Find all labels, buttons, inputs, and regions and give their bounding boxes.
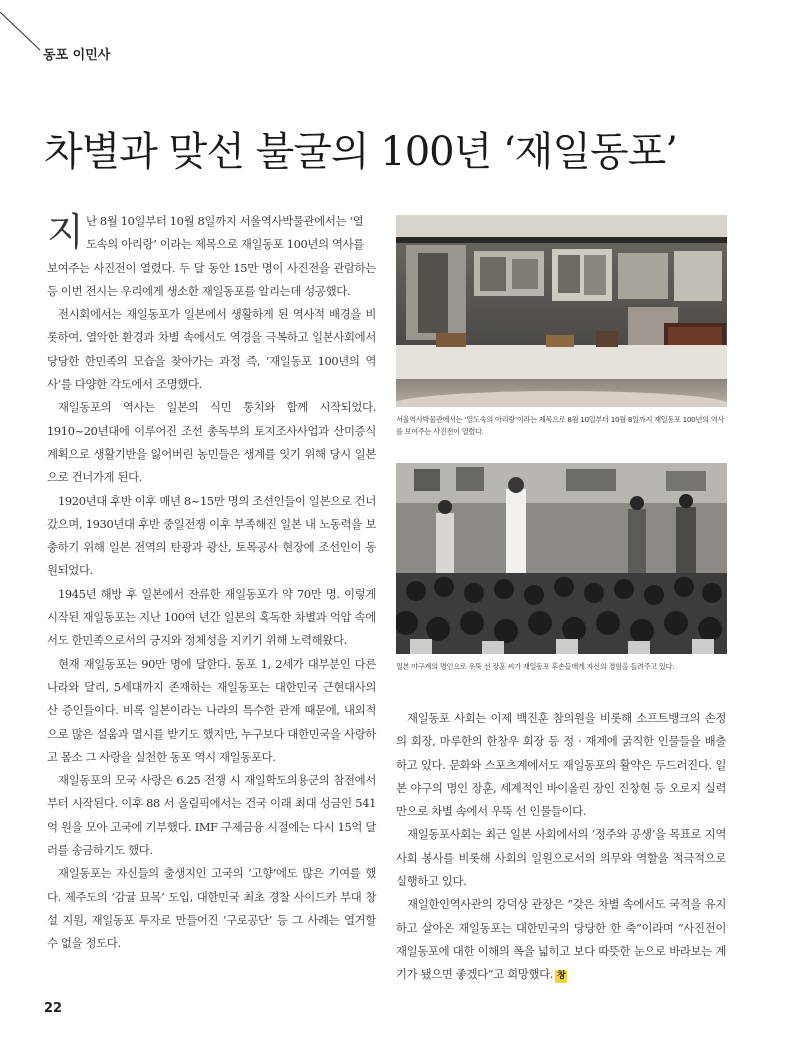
- final-paragraph: [396, 893, 726, 986]
- body-paragraph: 재일동포의 역사는 일본의 식민 통치와 함께 시작되었다. 1910~20년대에 이루어진 조선 총독부의 토지조사사업과 산미증식계획으로 생활기반을 잃어버린 농민들은 생계를 잇기 위해 당시 일본으로 건너가게 된다.: [47, 400, 376, 485]
- event-photo: [396, 463, 727, 654]
- right-column: [396, 707, 726, 987]
- lead-paragraph-rest: 보여주는 사진전이 열렸다. 두 달 동안 15만 명이 사진전을 관람하는 등 이번 전시는 우리에게 생소한 재일동포를 알리는데 성공했다.: [47, 260, 376, 298]
- photo-caption: 서울역사박물관에서는 ‘열도속의 아리랑’이라는 제목으로 8월 10일부터 10월 8일까지 재일동포 100년의 역사를 보여주는 사진전이 열렸다.: [396, 415, 725, 436]
- body-paragraph: 재일동포는 자신들의 출생지인 고국의 ‘고향’에도 많은 기여를 했다. 제주도의 ‘감귤 묘목’ 도입, 대한민국 최초 경찰 사이드카 부대 창설 지원, 재일동포 투자로 만들어진 ‘구로공단’ 등 그 사례는 열거할 수 없을 정도다.: [47, 866, 376, 951]
- body-paragraph: 재일동포사회는 최근 일본 사회에서의 ‘정주와 공생’을 목표로 지역 사회 봉사를 비롯해 사회의 일원으로서의 의무와 역할을 적극적으로 실행하고 있다.: [396, 827, 726, 889]
- article-title: 차별과 맞선 불굴의 100년 ‘재일동포’: [44, 129, 677, 175]
- exhibition-photo: [396, 215, 727, 407]
- left-column: [47, 210, 376, 956]
- end-mark-icon: 창: [557, 971, 566, 982]
- body-paragraph: 전시회에서는 재일동포가 일본에서 생활하게 된 역사적 배경을 비롯하여, 열악한 환경과 차별 속에서도 역경을 극복하고 일본사회에서 당당한 한민족의 모습을 찾아가는 과정 즉, ‘재일동포 100년의 역사’를 다양한 각도에서 조명했다.: [47, 307, 376, 392]
- page-number: 22: [44, 1001, 63, 1016]
- dropcap: 지: [47, 210, 84, 254]
- body-paragraph: 현재 재일동포는 90만 명에 달한다. 동포 1, 2세가 대부분인 다른 나라와 달리, 5세대까지 존재하는 재일동포는 대한민국 근현대사의 산 증인들이다. 비록 일본이라는 나라의 특수한 관계 때문에, 내외적으로 많은 설움과 멸시를 받기도 했지만, 누구보다 대한민국을 사랑하고 몸소 그 사랑을 실천한 동포 역시 재일동포다.: [47, 656, 376, 764]
- photo-caption: 일본 야구계의 명인으로 우뚝 선 장훈 씨가 재일동포 후손들에게 자신의 경험을 들려주고 있다.: [396, 662, 675, 671]
- body-paragraph: 재일동포 사회는 이제 백진훈 참의원을 비롯해 소프트뱅크의 손정의 회장, 마루한의 한창우 회장 등 정 · 재계에 굵직한 인물들을 배출하고 있다. 문화와 스포츠계에서도 재일동포의 활약은 두드러진다. 일본 야구의 명인 장훈, 세계적인 바이올린 장인 진창현 등 오로지 실력만으로 차별 속에서 우뚝 선 인물들이다.: [396, 711, 726, 819]
- lead-paragraph-head: [47, 210, 376, 257]
- body-paragraph: 1945년 해방 후 일본에서 잔류한 재일동포가 약 70만 명. 이렇게 시작된 재일동포는 지난 100여 년간 일본의 혹독한 차별과 억압 속에서도 한민족으로서의 긍지와 정체성을 지키기 위해 노력해왔다.: [47, 586, 376, 648]
- body-paragraph: 1920년대 후반 이후 매년 8~15만 명의 조선인들이 일본으로 건너갔으며, 1930년대 후반 중일전쟁 이후 부족해진 일본 내 노동력을 보충하기 위해 일본 전역의 탄광과 광산, 토목공사 현장에 조선인이 동원되었다.: [47, 493, 377, 578]
- final-paragraph-text: 재일한인역사관의 강덕상 관장은 “갖은 차별 속에서도 국적을 유지하고 살아온 재일동포는 대한민국의 당당한 한 축”이라며 “사진전이 재일동포에 대한 이해의 폭을 넓히고 보다 따뜻한 눈으로 바라보는 계기가 됐으면 좋겠다”고 희망했다.: [396, 897, 726, 982]
- body-paragraph: 재일동포의 모국 사랑은 6.25 전쟁 시 재일학도의용군의 참전에서부터 시작된다. 이후 88 서 올림픽에서는 건국 이래 최대 성금인 541억 원을 모아 고국에 기부했다. IMF 구제금융 시절에는 다시 15억 달러를 송금하기도 했다.: [47, 773, 376, 858]
- lead-line-1: 난 8월 10일부터 10월 8일까지 서울역사박물관에서는 ‘열: [86, 214, 364, 228]
- lead-line-2: 도속의 아리랑’ 이라는 제목으로 재일동포 100년의 역사를: [86, 237, 364, 252]
- section-label: 동포 이민사: [43, 48, 111, 63]
